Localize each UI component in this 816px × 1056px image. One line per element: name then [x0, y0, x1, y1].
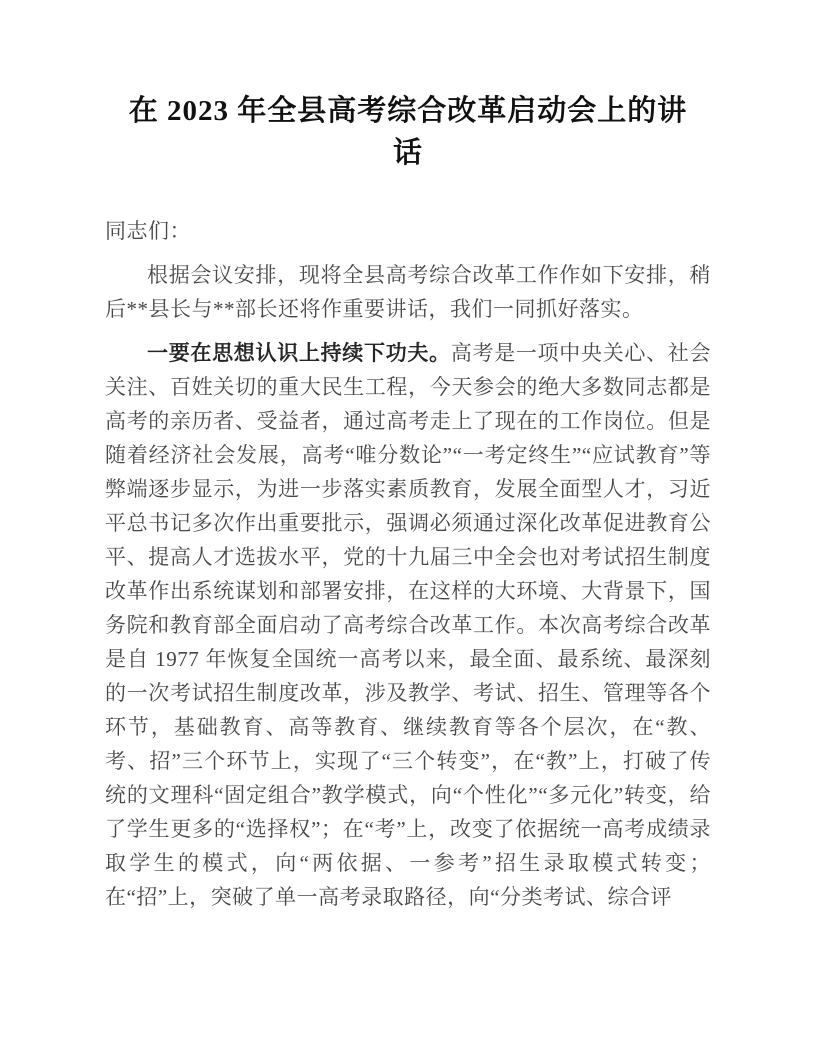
intro-paragraph: 根据会议安排，现将全县高考综合改革工作作如下安排，稍后**县长与**部长还将作重要讲话，我们一同抓好落实。 — [105, 263, 711, 321]
point-one-body: 高考是一项中央关心、社会关注、百姓关切的重大民生工程，今天参会的绝大多数同志都是高考的亲历者、受益者，通过高考走上了现在的工作岗位。但是随着经济社会发展，高考“唯分数论”“一考定终生”“应试教育”等弊端逐步显示，为进一步落实素质教育，发展全面型人才，习近平总书记多次作出重要批示，强调必须通过深化改革促进教育公平、提高人才选拔水平，党的十九届三中全会也对考试招生制度改革作出系统谋划和部署安排，在这样的大环境、大背景下，国务院和教育部全面启动了高考综合改革工作。本次高考综合改革是自 1977 年恢复全国统一高考以来，最全面、最系统、最深刻的一次考试招生制度改革，涉及教学、考试、招生、管理等各个环节，基础教育、高等教育、继续教育等各个层次，在“教、考、招”三个环节上，实现了“三个转变”，在“教”上，打破了传统的文理科“固定组合”教学模式，向“个性化”“多元化”转变，给了学生更多的“选择权”；在“考”上，改变了依据统一高考成绩录取学生的模式，向“两依据、一参考”招生录取模式转变；在“招”上，突破了单一高考录取路径，向“分类考试、综合评 — [105, 341, 712, 909]
salutation: 同志们： — [105, 219, 191, 243]
document-title: 在 2023 年全县高考综合改革启动会上的讲话 — [128, 95, 688, 169]
point-one-heading: 一要在思想认识上持续下功夫。 — [147, 341, 451, 365]
point-one-paragraph — [105, 336, 711, 914]
